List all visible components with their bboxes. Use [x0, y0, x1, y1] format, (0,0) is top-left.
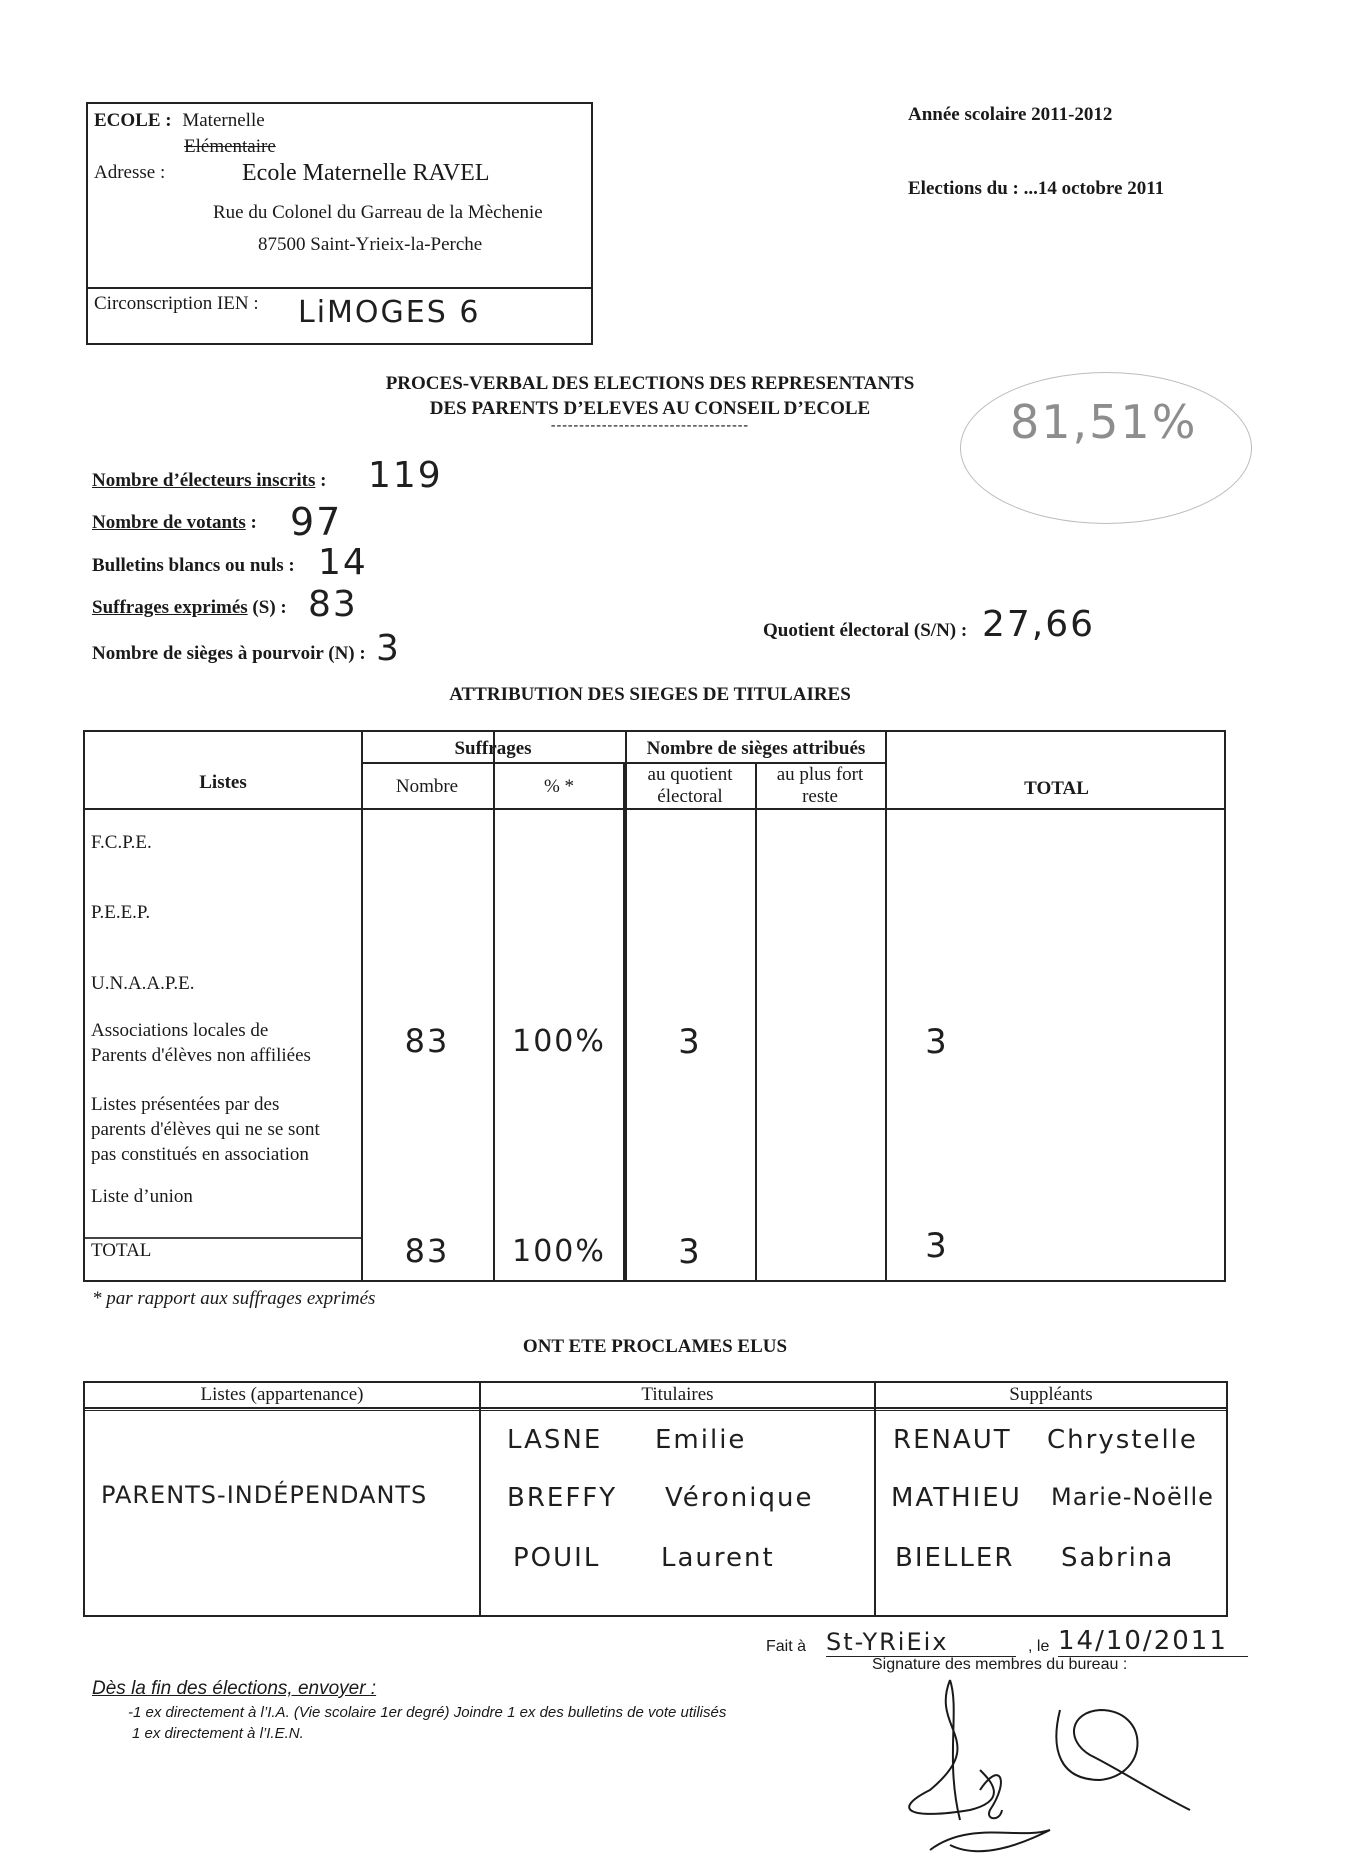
row-associations-quotient: 3: [678, 1022, 702, 1062]
signature-label: Signature des membres du bureau :: [872, 1656, 1128, 1673]
row-unaape: U.N.A.A.P.E.: [91, 973, 195, 994]
elus-col-titulaires: Titulaires: [641, 1384, 714, 1405]
titulaire-1-nom: LASNE: [507, 1425, 603, 1455]
school-info-box: [86, 102, 593, 289]
suppleant-2-nom: MATHIEU: [891, 1483, 1022, 1513]
envoyer-line1: -1 ex directement à l’I.A. (Vie scolaire 1er degré) Joindre 1 ex des bulletins de vote utilisés: [128, 1704, 727, 1721]
suppleant-2-prenom: Marie-Noëlle: [1051, 1483, 1214, 1511]
suppleant-1-nom: RENAUT: [893, 1425, 1012, 1455]
signature-2-stroke: [930, 1830, 1050, 1851]
title-rule: -----------------------------------: [550, 418, 750, 433]
col-quotient-2: électoral: [657, 786, 723, 807]
total-row-nombre: 83: [404, 1232, 450, 1270]
le-value: 14/10/2011: [1058, 1626, 1248, 1657]
votants-row: [92, 512, 257, 534]
titulaire-2-nom: BREFFY: [507, 1483, 618, 1513]
votants-label: Nombre de votants: [92, 512, 246, 533]
col-suffrages: Suffrages: [454, 738, 532, 759]
total-row-label: TOTAL: [91, 1240, 152, 1261]
suppleant-1-prenom: Chrystelle: [1047, 1425, 1198, 1455]
row-associations-locales-2: Parents d'élèves non affiliées: [91, 1045, 311, 1066]
circonscription-label: Circonscription IEN :: [94, 293, 259, 314]
elus-col-suppleants: Suppléants: [1009, 1384, 1093, 1405]
titulaire-3-nom: POUIL: [513, 1543, 601, 1573]
row-liste-union: Liste d’union: [91, 1186, 193, 1207]
adresse-label: Adresse :: [94, 162, 166, 183]
address-line2: 87500 Saint-Yrieix-la-Perche: [258, 234, 483, 255]
quotient-value: 27,66: [982, 604, 1096, 645]
exprimes-label: Suffrages exprimés: [92, 597, 248, 618]
row-associations-locales-1: Associations locales de: [91, 1020, 269, 1041]
col-reste-2: reste: [802, 786, 838, 807]
votants-value: 97: [290, 500, 343, 544]
inscrits-value: 119: [368, 455, 443, 496]
envoyer-title: Dès la fin des élections, envoyer :: [92, 1678, 377, 1699]
titulaire-2-prenom: Véronique: [665, 1483, 814, 1513]
suppleant-3-nom: BIELLER: [895, 1543, 1015, 1573]
elus-title: ONT ETE PROCLAMES ELUS: [522, 1336, 788, 1357]
col-nombre: Nombre: [395, 776, 459, 797]
blancs-value: 14: [318, 542, 368, 583]
col-sieges: Nombre de sièges attribués: [646, 738, 866, 759]
exprimes-value: 83: [308, 584, 358, 625]
fait-a-value: St-YRiEix: [826, 1628, 1016, 1657]
col-reste-1: au plus fort: [776, 764, 864, 785]
col-reste: [755, 764, 885, 808]
school-name: Ecole Maternelle RAVEL: [242, 160, 490, 186]
exprimes-suffix: (S) :: [247, 597, 287, 618]
signature-3-stroke: [1056, 1710, 1190, 1810]
row-listes-presentees-2: parents d'élèves qui ne se sont: [91, 1119, 320, 1140]
total-row-quotient: 3: [678, 1232, 702, 1272]
title-line2: DES PARENTS D’ELEVES AU CONSEIL D’ECOLE: [429, 398, 871, 419]
elus-liste: PARENTS-INDÉPENDANTS: [101, 1481, 428, 1509]
signature-1-stroke: [909, 1680, 994, 1820]
sieges-value: 3: [376, 628, 401, 669]
elus-table: [83, 1381, 1228, 1617]
row-associations-locales: [91, 1018, 311, 1068]
ecole-type-maternelle: Maternelle: [182, 110, 265, 131]
address-line1: Rue du Colonel du Garreau de la Mèchenie: [213, 202, 543, 223]
signatures: [890, 1670, 1230, 1860]
col-listes: Listes: [199, 772, 247, 793]
attribution-title: ATTRIBUTION DES SIEGES DE TITULAIRES: [449, 684, 851, 705]
annee-scolaire: Année scolaire 2011-2012: [908, 104, 1113, 125]
col-percent: % *: [543, 776, 575, 797]
le-label: , le: [1028, 1638, 1050, 1655]
ecole-row: [94, 110, 265, 132]
elus-col-listes: Listes (appartenance): [200, 1384, 364, 1405]
inscrits-label: Nombre d’électeurs inscrits: [92, 470, 316, 491]
exprimes-row: [92, 597, 287, 619]
row-associations-percent: 100%: [512, 1024, 606, 1059]
row-fcpe: F.C.P.E.: [91, 832, 152, 853]
row-listes-presentees: [91, 1092, 320, 1167]
row-listes-presentees-3: pas constitués en association: [91, 1144, 309, 1165]
elections-date: Elections du : ...14 octobre 2011: [908, 178, 1165, 199]
col-quotient: [625, 764, 755, 808]
total-row-percent: 100%: [512, 1234, 606, 1269]
titulaire-3-prenom: Laurent: [661, 1543, 775, 1573]
row-associations-nombre: 83: [404, 1022, 450, 1060]
row-listes-presentees-1: Listes présentées par des: [91, 1094, 280, 1115]
col-quotient-1: au quotient: [647, 764, 733, 785]
participation-note: 81,51%: [1010, 395, 1198, 449]
circonscription-box: [86, 285, 593, 345]
row-associations-total: 3: [925, 1022, 949, 1062]
sieges-label: Nombre de sièges à pourvoir (N) :: [92, 643, 366, 664]
blancs-label: Bulletins blancs ou nuls :: [92, 555, 295, 576]
footnote: * par rapport aux suffrages exprimés: [92, 1288, 376, 1309]
envoyer-line2: 1 ex directement à l’I.E.N.: [132, 1725, 304, 1742]
ecole-type-elementaire: Elémentaire: [184, 136, 276, 157]
attribution-table: [83, 730, 1226, 1282]
row-peep: P.E.E.P.: [91, 902, 151, 923]
circonscription-value: LiMOGES 6: [298, 295, 481, 330]
votants-suffix: :: [245, 512, 257, 533]
fait-a-label: Fait à: [766, 1638, 807, 1655]
title-line1: PROCES-VERBAL DES ELECTIONS DES REPRESENTANTS: [385, 373, 915, 394]
inscrits-suffix: :: [315, 470, 327, 491]
ecole-label: ECOLE :: [94, 110, 172, 131]
inscrits-row: [92, 470, 326, 492]
total-row-total: 3: [925, 1226, 949, 1266]
titulaire-1-prenom: Emilie: [655, 1425, 747, 1455]
suppleant-3-prenom: Sabrina: [1061, 1543, 1175, 1573]
col-total: TOTAL: [1024, 778, 1089, 799]
quotient-label: Quotient électoral (S/N) :: [763, 620, 968, 641]
